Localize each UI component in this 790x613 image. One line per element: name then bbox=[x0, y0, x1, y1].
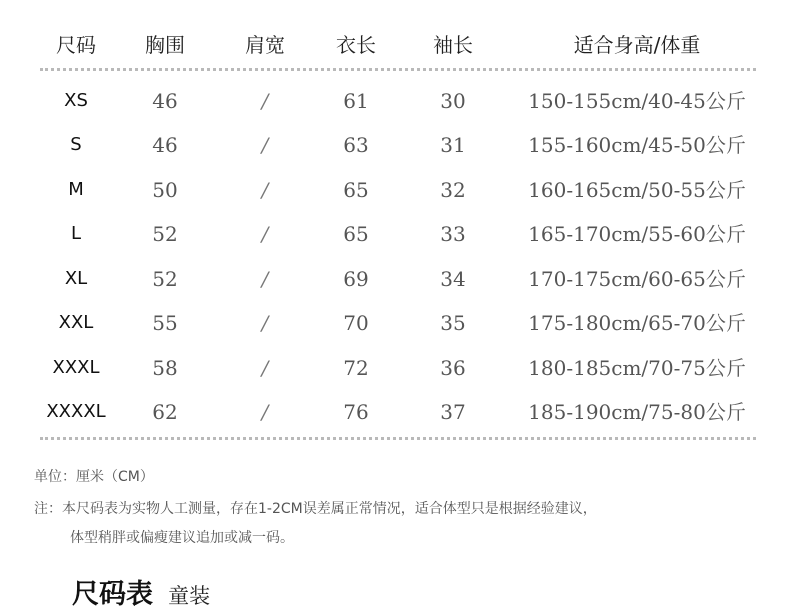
sleeve-cell: 35 bbox=[440, 311, 466, 335]
header-length: 衣长 bbox=[336, 33, 376, 57]
chest-cell: 62 bbox=[152, 400, 178, 424]
table-header bbox=[0, 30, 790, 60]
table-row bbox=[0, 397, 790, 427]
table-row bbox=[0, 353, 790, 383]
length-cell: 63 bbox=[343, 133, 369, 157]
fit-cell: 160-165cm/50-55公斤 bbox=[528, 178, 746, 202]
header-size: 尺码 bbox=[56, 33, 96, 57]
size-cell: L bbox=[70, 223, 82, 244]
shoulder-cell: / bbox=[261, 222, 269, 246]
table-row bbox=[0, 130, 790, 160]
size-cell: XL bbox=[64, 268, 88, 289]
header-sleeve: 袖长 bbox=[433, 33, 473, 57]
header-shoulder: 肩宽 bbox=[245, 33, 285, 57]
chest-cell: 55 bbox=[152, 311, 178, 335]
fit-cell: 150-155cm/40-45公斤 bbox=[528, 89, 746, 113]
table-row bbox=[0, 219, 790, 249]
table-row bbox=[0, 264, 790, 294]
header-divider bbox=[40, 68, 756, 71]
table-bottom-divider bbox=[40, 437, 756, 440]
chest-cell: 58 bbox=[152, 356, 178, 380]
shoulder-cell: / bbox=[261, 356, 269, 380]
length-cell: 61 bbox=[343, 89, 369, 113]
measurement-note-continued: 体型稍胖或偏瘦建议追加或减一码。 bbox=[70, 530, 294, 546]
shoulder-cell: / bbox=[261, 178, 269, 202]
section-title-main: 尺码表 bbox=[72, 579, 153, 610]
shoulder-cell: / bbox=[261, 267, 269, 291]
sleeve-cell: 31 bbox=[440, 133, 466, 157]
section-title-sub: 童装 bbox=[168, 584, 211, 608]
fit-cell: 155-160cm/45-50公斤 bbox=[528, 133, 746, 157]
sleeve-cell: 33 bbox=[440, 222, 466, 246]
chest-cell: 52 bbox=[152, 267, 178, 291]
length-cell: 65 bbox=[343, 178, 369, 202]
table-row bbox=[0, 308, 790, 338]
length-cell: 65 bbox=[343, 222, 369, 246]
section-title bbox=[72, 572, 210, 611]
chest-cell: 52 bbox=[152, 222, 178, 246]
length-cell: 72 bbox=[343, 356, 369, 380]
length-cell: 69 bbox=[343, 267, 369, 291]
size-cell: S bbox=[70, 134, 82, 155]
chest-cell: 46 bbox=[152, 89, 178, 113]
fit-cell: 170-175cm/60-65公斤 bbox=[528, 267, 746, 291]
header-fit: 适合身高/体重 bbox=[573, 33, 701, 57]
table-row bbox=[0, 175, 790, 205]
length-cell: 70 bbox=[343, 311, 369, 335]
size-cell: M bbox=[68, 179, 84, 200]
size-cell: XXL bbox=[58, 312, 94, 333]
fit-cell: 185-190cm/75-80公斤 bbox=[528, 400, 746, 424]
chest-cell: 50 bbox=[152, 178, 178, 202]
sleeve-cell: 30 bbox=[440, 89, 466, 113]
measurement-note: 注：本尺码表为实物人工测量，存在1-2CM误差属正常情况，适合体型只是根据经验建议， bbox=[34, 501, 597, 517]
unit-note: 单位：厘米（CM） bbox=[34, 469, 154, 485]
header-chest: 胸围 bbox=[145, 33, 185, 57]
table-row bbox=[0, 86, 790, 116]
shoulder-cell: / bbox=[261, 89, 269, 113]
sleeve-cell: 36 bbox=[440, 356, 466, 380]
shoulder-cell: / bbox=[261, 133, 269, 157]
shoulder-cell: / bbox=[261, 400, 269, 424]
size-cell: XXXL bbox=[52, 357, 100, 378]
size-cell: XXXXL bbox=[46, 401, 106, 422]
sleeve-cell: 34 bbox=[440, 267, 466, 291]
fit-cell: 165-170cm/55-60公斤 bbox=[528, 222, 746, 246]
size-cell: XS bbox=[64, 90, 88, 111]
fit-cell: 175-180cm/65-70公斤 bbox=[528, 311, 746, 335]
chest-cell: 46 bbox=[152, 133, 178, 157]
fit-cell: 180-185cm/70-75公斤 bbox=[528, 356, 746, 380]
length-cell: 76 bbox=[343, 400, 369, 424]
sleeve-cell: 32 bbox=[440, 178, 466, 202]
shoulder-cell: / bbox=[261, 311, 269, 335]
sleeve-cell: 37 bbox=[440, 400, 466, 424]
